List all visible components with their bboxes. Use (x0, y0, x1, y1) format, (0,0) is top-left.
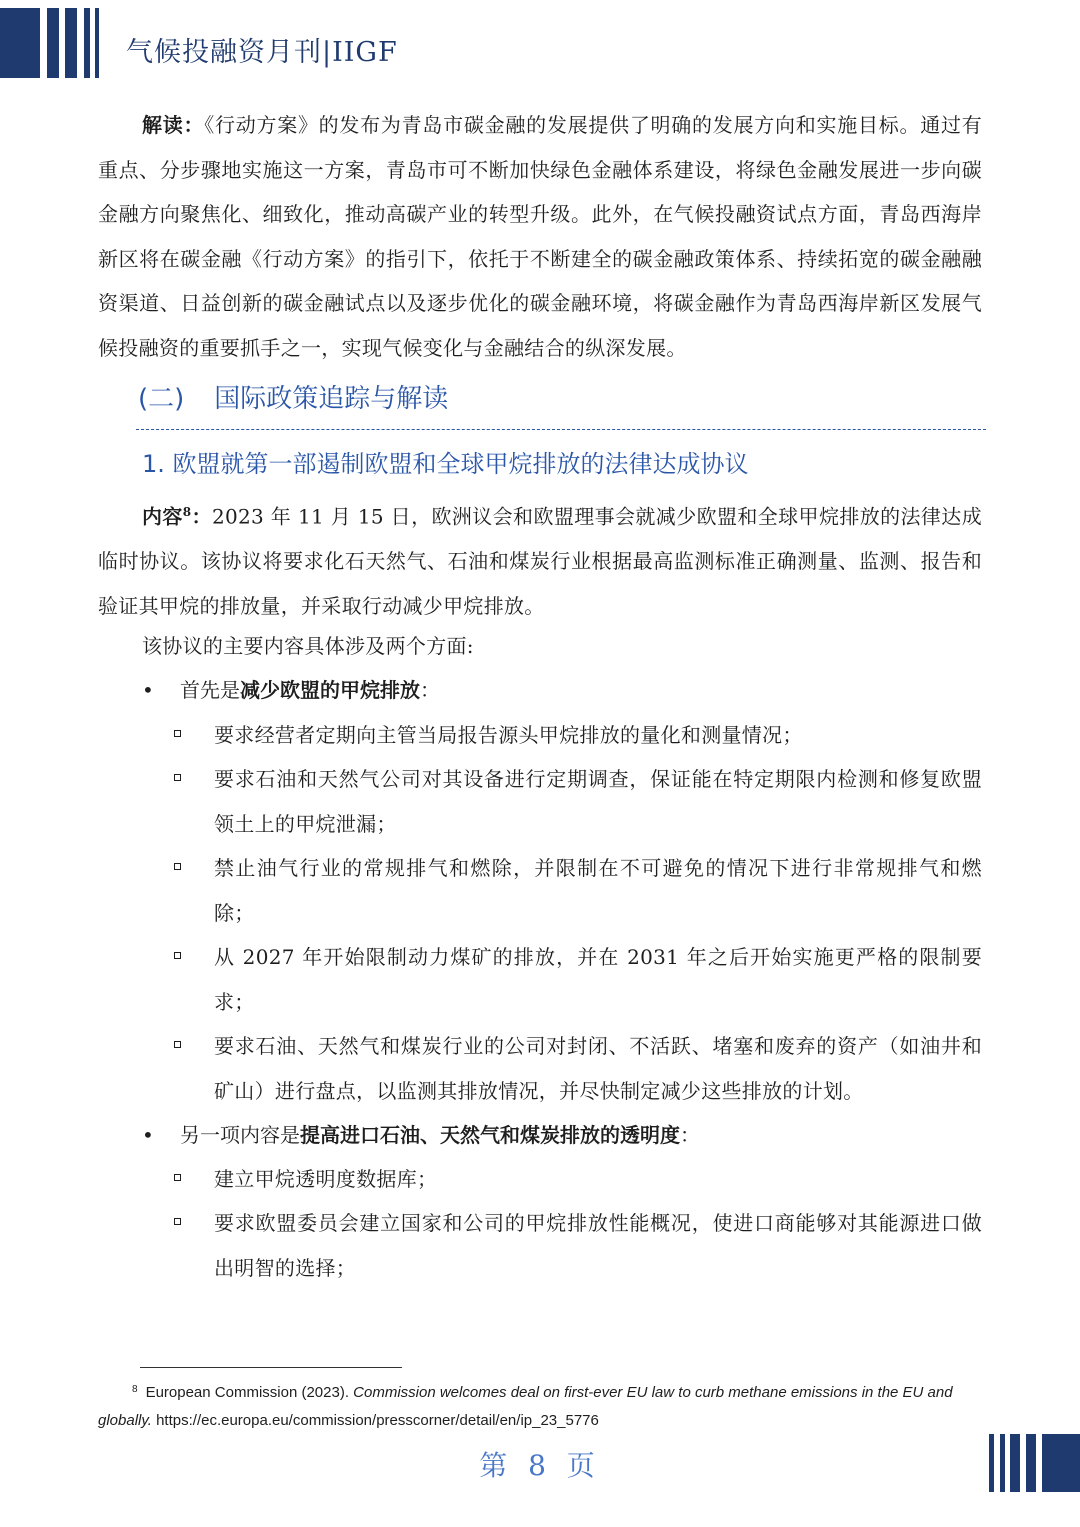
content-paragraph (98, 490, 982, 628)
footnote-url[interactable]: https://ec.europa.eu/commission/presscorner/detail/en/ip_23_5776 (151, 1412, 599, 1429)
sub-bullet-item (174, 1024, 982, 1113)
sub-bullet-item (174, 757, 982, 846)
content-colon: ： (191, 504, 212, 529)
content-label: 内容 (142, 504, 183, 529)
bullet-suffix: ： (420, 678, 440, 702)
section-number: (二) (138, 384, 185, 414)
sub-bullet-item (174, 1157, 982, 1202)
sub-bullet-text: 禁止油气行业的常规排气和燃除，并限制在不可避免的情况下进行非常规排气和燃除； (214, 856, 982, 925)
sub-bullet-text: 要求经营者定期向主管当局报告源头甲烷排放的量化和测量情况； (214, 723, 803, 747)
bullet-marker: • (142, 678, 154, 702)
bullet-prefix: 首先是 (180, 678, 240, 702)
bullet-prefix: 另一项内容是 (180, 1123, 300, 1147)
sub-bullet-text: 要求石油和天然气公司对其设备进行定期调查，保证能在特定期限内检测和修复欧盟领土上的甲烷泄漏； (214, 767, 982, 836)
page-number: 第 8 页 (479, 1449, 601, 1482)
subsection-heading: 1. 欧盟就第一部遏制欧盟和全球甲烷排放的法律达成协议 (142, 450, 749, 478)
square-bullet-icon (174, 1174, 181, 1181)
header-title: 气候投融资月刊|IIGF (126, 37, 398, 68)
footnote-rule (140, 1367, 402, 1368)
square-bullet-icon (174, 730, 181, 737)
sub-bullet-text: 建立甲烷透明度数据库； (214, 1167, 438, 1191)
section-divider (136, 429, 986, 430)
footnote (98, 1376, 982, 1435)
bullet-marker: • (142, 1123, 154, 1147)
footnote-reference: 8 (182, 505, 192, 519)
sub-bullet-text: 从 2027 年开始限制动力煤矿的排放，并在 2031 年之后开始实施更严格的限制要求； (214, 945, 982, 1014)
bullet-bold-text: 提高进口石油、天然气和煤炭排放的透明度 (300, 1123, 680, 1147)
square-bullet-icon (174, 1218, 181, 1225)
sub-bullet-item (174, 713, 982, 758)
sub-bullet-item (174, 935, 982, 1024)
sub-bullet-text: 要求石油、天然气和煤炭行业的公司对封闭、不活跃、堵塞和废弃的资产（如油井和矿山）进行盘点，以监测其排放情况，并尽快制定减少这些排放的计划。 (214, 1034, 982, 1103)
content-intro: 该协议的主要内容具体涉及两个方面: (142, 634, 474, 658)
footnote-title: Commission welcomes deal on first-ever EU law to curb methane emissions in the EU and globally. (98, 1384, 953, 1429)
footnote-number: 8 (132, 1384, 138, 1395)
content-text: 2023 年 11 月 15 日，欧洲议会和欧盟理事会就减少欧盟和全球甲烷排放的法律达成临时协议。该协议将要求化石天然气、石油和煤炭行业根据最高监测标准正确测量、监测、报告和验证其甲烷的排放量，并采取行动减少甲烷排放。 (98, 504, 982, 618)
section-title: 国际政策追踪与解读 (214, 384, 449, 414)
bullet-bold-text: 减少欧盟的甲烷排放 (240, 678, 420, 702)
sub-bullet-item (174, 846, 982, 935)
square-bullet-icon (174, 1041, 181, 1048)
bullet-suffix: ： (680, 1123, 700, 1147)
footnote-source: European Commission (2023). (145, 1384, 354, 1401)
square-bullet-icon (174, 774, 181, 781)
bullet-item (142, 668, 440, 713)
sub-bullet-item (174, 1201, 982, 1290)
interpretation-paragraph (98, 103, 982, 370)
square-bullet-icon (174, 952, 181, 959)
section-heading (138, 378, 448, 415)
interpretation-text: 《行动方案》的发布为青岛市碳金融的发展提供了明确的发展方向和实施目标。通过有重点、分步骤地实施这一方案，青岛市可不断加快绿色金融体系建设，将绿色金融发展进一步向碳金融方向聚焦化、细致化，推动高碳产业的转型升级。此外，在气候投融资试点方面，青岛西海岸新区将在碳金融《行动方案》的指引下，依托于不断建全的碳金融政策体系、持续拓宽的碳金融融资渠道、日益创新的碳金融试点以及逐步优化的碳金融环境，将碳金融作为青岛西海岸新区发展气候投融资的重要抓手之一，实现气候变化与金融结合的纵深发展。 (98, 113, 982, 360)
bullet-item (142, 1113, 700, 1158)
sub-bullet-text: 要求欧盟委员会建立国家和公司的甲烷排放性能概况，使进口商能够对其能源进口做出明智的选择； (214, 1211, 982, 1280)
square-bullet-icon (174, 863, 181, 870)
interpretation-label: 解读： (142, 113, 205, 137)
